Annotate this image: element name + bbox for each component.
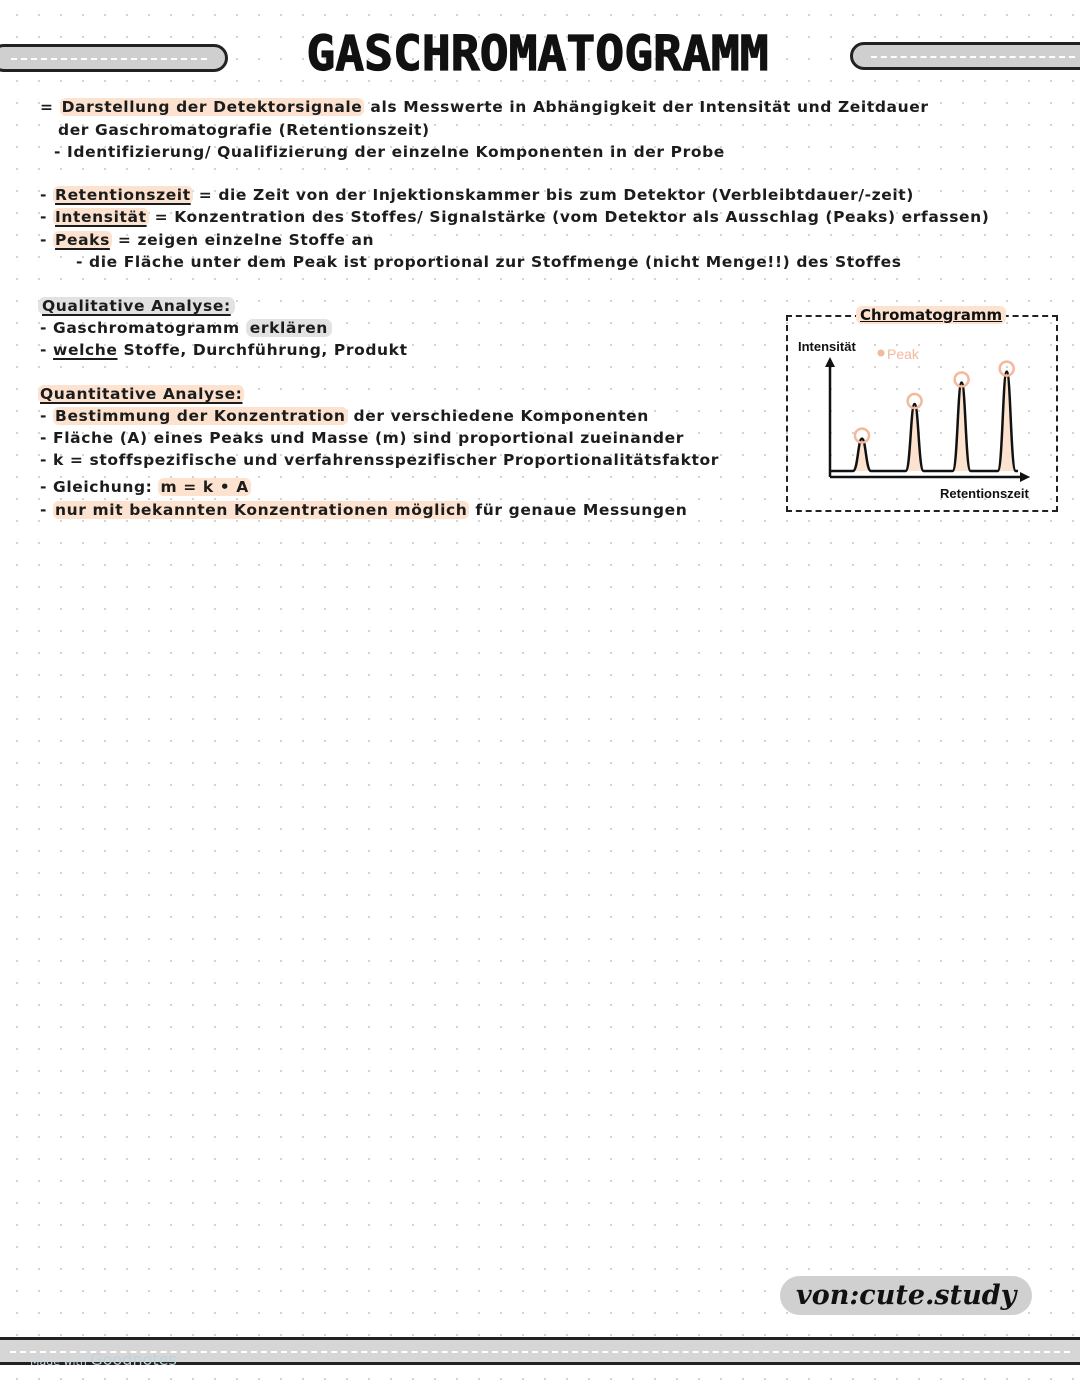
peaks-subpoint: - die Fläche unter dem Peak ist proportional zur Stoffmenge (nicht Menge!!) des Stoffes: [76, 253, 902, 271]
qualitative-item-2: - welche Stoffe, Durchführung, Produkt: [40, 341, 408, 359]
quantitative-item-3: - k = stoffspezifische und verfahrensspezifischer Proportionalitätsfaktor: [40, 451, 720, 469]
chromatogram-chart: [786, 315, 1056, 510]
intro-line-1: = Darstellung der Detektorsignale als Messwerte in Abhängigkeit der Intensität und Zeitdauer: [40, 98, 929, 116]
intro-line-3: - Identifizierung/ Qualifizierung der einzelne Komponenten in der Probe: [54, 143, 725, 161]
peak-markers: [855, 362, 1014, 443]
peak-curve: [830, 372, 1018, 471]
chart-title: Chromatogramm: [856, 306, 1006, 324]
quantitative-item-4: - Gleichung: m = k • A: [40, 478, 249, 496]
intro-highlight: Darstellung der Detektorsignale: [61, 98, 363, 116]
definition-intensitaet: - Intensität = Konzentration des Stoffes/ Signalstärke (vom Detektor als Ausschlag (Peaks) erfassen): [40, 208, 990, 226]
y-axis-arrow: [825, 357, 835, 367]
legend-label: Peak: [887, 346, 919, 362]
definition-peaks: - Peaks = zeigen einzelne Stoffe an: [40, 231, 375, 249]
quantitative-item-5: - nur mit bekannten Konzentrationen möglich für genaue Messungen: [40, 501, 688, 519]
header-deco-right: [850, 42, 1080, 70]
x-axis-arrow: [1020, 472, 1030, 482]
made-with-goodnotes: Made with Goodnotes: [30, 1350, 177, 1369]
quantitative-item-1: - Bestimmung der Konzentration der verschiedene Komponenten: [40, 407, 649, 425]
legend-dot: [878, 350, 885, 357]
author-signature: von:cute.study: [780, 1276, 1032, 1315]
qualitative-heading: Qualitative Analyse:: [38, 296, 235, 316]
quantitative-heading: Quantitative Analyse:: [40, 385, 243, 403]
header-deco-left: [0, 44, 228, 72]
definition-retentionszeit: - Retentionszeit = die Zeit von der Injektionskammer bis zum Detektor (Verbleibtdauer/-zeit): [40, 186, 914, 204]
y-axis-label: Intensität: [798, 339, 856, 354]
page-title: GASCHROMATOGRAMM: [306, 26, 769, 82]
x-axis-label: Retentionszeit: [940, 486, 1029, 501]
quantitative-item-2: - Fläche (A) eines Peaks und Masse (m) sind proportional zueinander: [40, 429, 684, 447]
intro-line-2: der Gaschromatografie (Retentionszeit): [58, 121, 430, 139]
qualitative-item-1: - Gaschromatogramm erklären: [40, 318, 332, 338]
